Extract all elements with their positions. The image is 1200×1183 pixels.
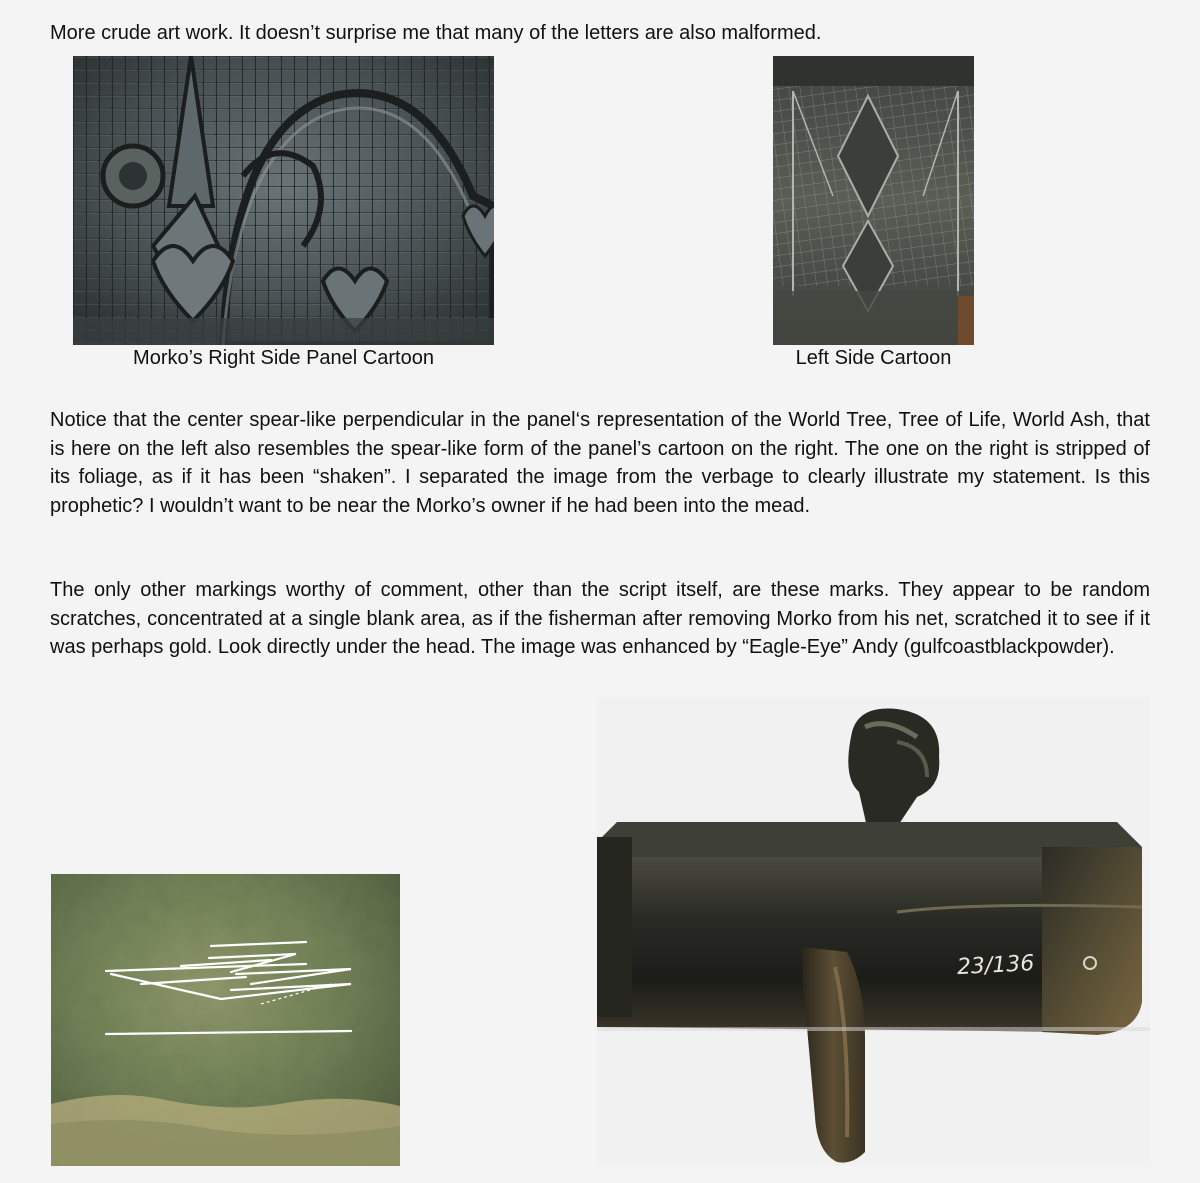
right-panel-cartoon-photo xyxy=(73,56,494,345)
paragraph-scratches: The only other markings worthy of comment, other than the script itself, are these marks. They appear to be random scratches, concentrated at a single blank area, as if the fisherman after removing Morko from his net, scratched it to see if it was perhaps gold. Look directly under the head. The image was enhanced by “Eagle-Eye” Andy (gulfcoastblackpowder). xyxy=(50,579,1150,658)
paragraph-world-tree: Notice that the center spear-like perpendicular in the panel‘s representation of the World Tree, Tree of Life, World Ash, that is here on the left also resembles the spear-like form of the panel’s cartoon on the right. The one on the right is stripped of its foliage, as if it has been “shaken”. I separated the image from the verbage to clearly illustrate my statement. Is this prophetic? I wouldn’t want to be near the Morko’s owner if he had been into the mead. xyxy=(50,409,1150,517)
intro-text: More crude art work. It doesn’t surprise me that many of the letters are also malformed. xyxy=(50,22,822,44)
right-panel-caption: Morko’s Right Side Panel Cartoon xyxy=(133,347,434,369)
artifact-inscription: 23/136 xyxy=(956,951,1035,981)
scratch-marks-photo xyxy=(51,874,400,1166)
left-side-cartoon-photo xyxy=(773,56,974,345)
left-side-caption: Left Side Cartoon xyxy=(795,347,952,369)
morko-artifact-photo xyxy=(597,697,1150,1166)
